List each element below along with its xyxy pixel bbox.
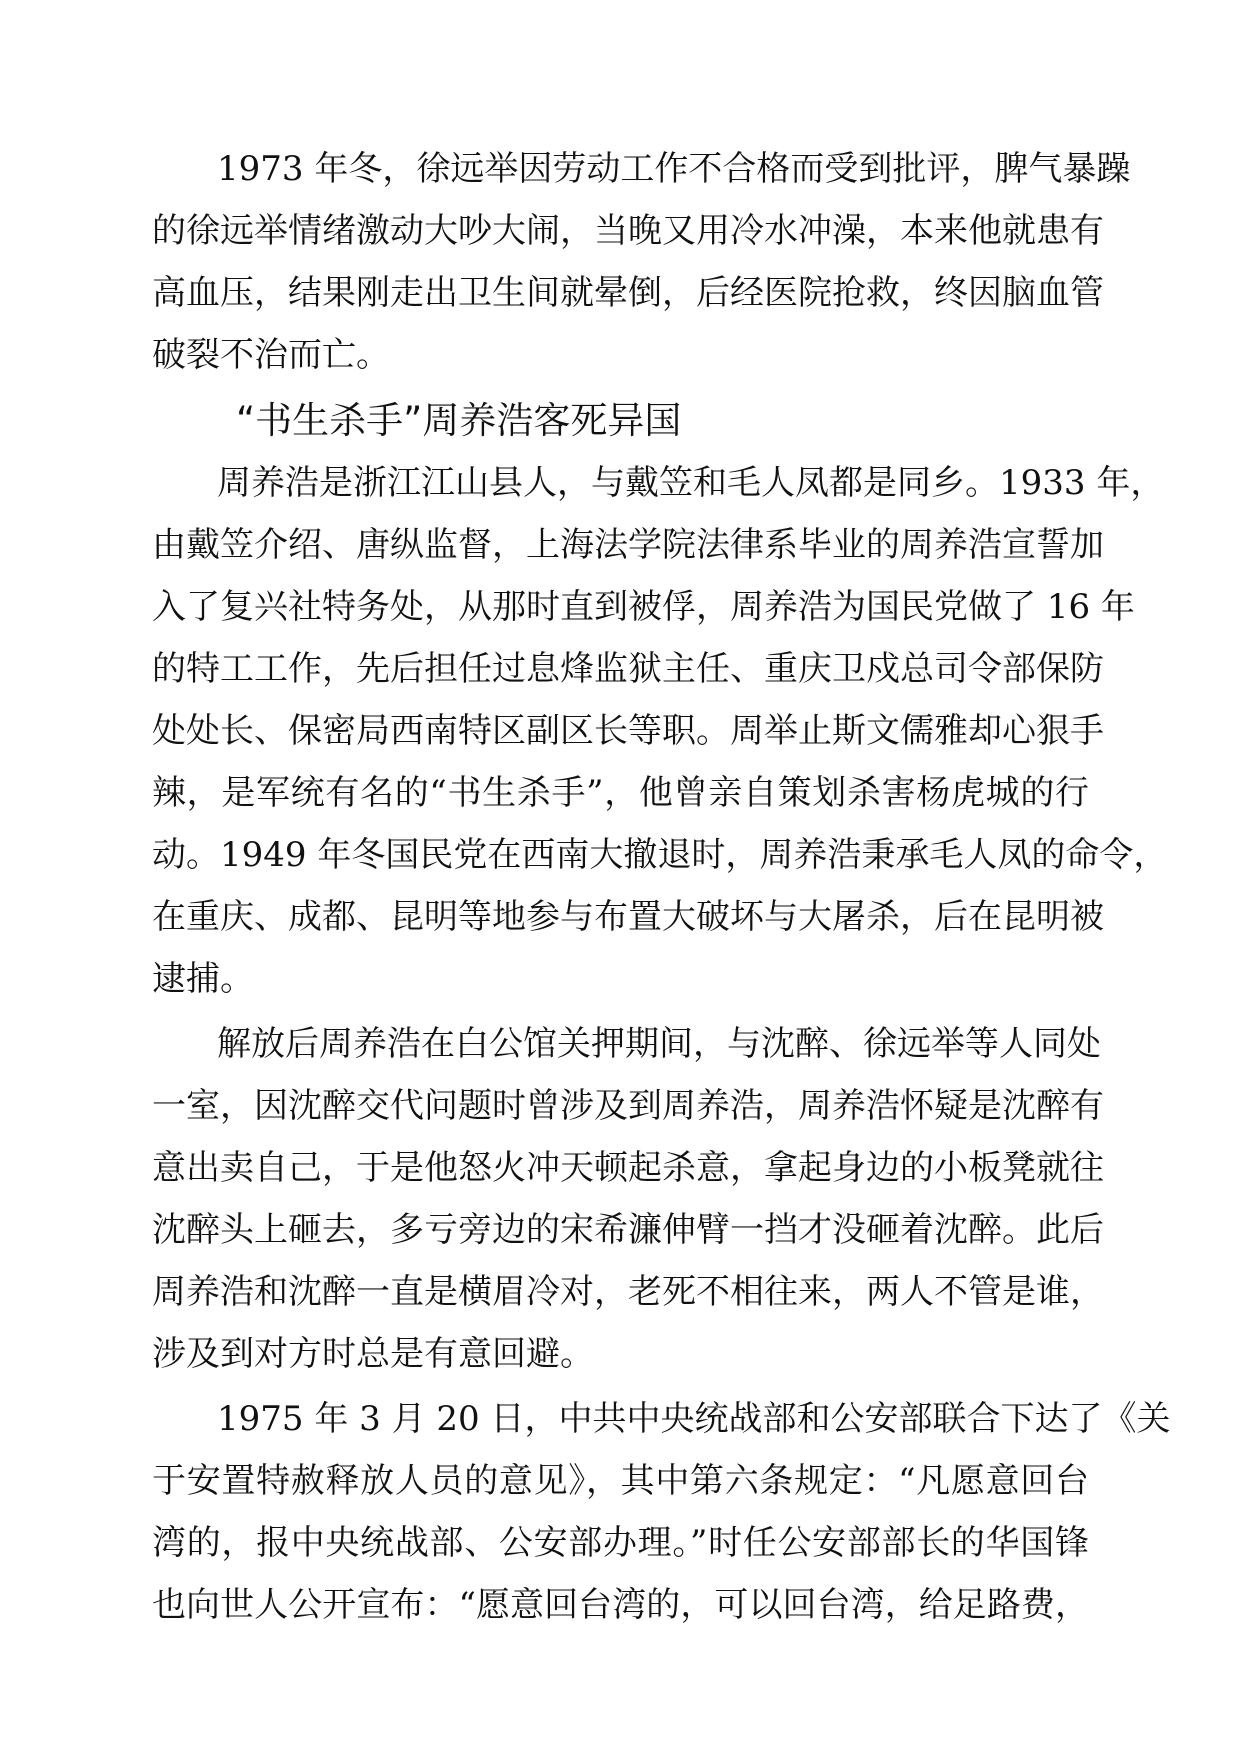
paragraph-2-line-5: 处处长、保密局西南特区副区长等职。周举止斯文儒雅却心狠手	[152, 711, 1104, 751]
paragraph-2-line-2: 由戴笠介绍、唐纵监督，上海法学院法律系毕业的周养浩宣誓加	[152, 525, 1104, 565]
paragraph-4-line-3: 湾的，报中央统战部、公安部办理。”时任公安部部长的华国锋	[152, 1523, 1089, 1563]
paragraph-1-line-4: 破裂不治而亡。	[152, 335, 390, 375]
paragraph-2-line-4: 的特工工作，先后担任过息烽监狱主任、重庆卫戍总司令部保防	[152, 649, 1104, 689]
paragraph-3-line-3: 意出卖自己，于是他怒火冲天顿起杀意，拿起身边的小板凳就往	[152, 1148, 1104, 1188]
paragraph-2-line-6: 辣，是军统有名的“书生杀手”，他曾亲自策划杀害杨虎城的行	[152, 773, 1089, 813]
paragraph-2-line-8: 在重庆、成都、昆明等地参与布置大破坏与大屠杀，后在昆明被	[152, 897, 1104, 937]
paragraph-3-line-2: 一室，因沈醉交代问题时曾涉及到周养浩，周养浩怀疑是沈醉有	[152, 1086, 1104, 1126]
paragraph-1-line-1: 1973 年冬，徐远举因劳动工作不合格而受到批评，脾气暴躁	[217, 149, 1131, 189]
section-heading: “书生杀手”周养浩客死异国	[236, 399, 682, 442]
paragraph-3-line-4: 沈醉头上砸去，多亏旁边的宋希濂伸臂一挡才没砸着沈醉。此后	[152, 1210, 1104, 1250]
paragraph-2-line-7: 动。1949 年冬国民党在西南大撤退时，周养浩秉承毛人凤的命令，	[152, 835, 1168, 875]
paragraph-3-line-6: 涉及到对方时总是有意回避。	[152, 1334, 594, 1374]
paragraph-4-line-4: 也向世人公开宣布：“愿意回台湾的，可以回台湾，给足路费，	[152, 1585, 1089, 1625]
paragraph-2-line-9: 逮捕。	[152, 959, 254, 999]
paragraph-1-line-2: 的徐远举情绪激动大吵大闹，当晚又用冷水冲澡，本来他就患有	[152, 211, 1104, 251]
paragraph-4-line-1: 1975 年 3 月 20 日，中共中央统战部和公安部联合下达了《关	[217, 1399, 1171, 1439]
paragraph-2-line-1: 周养浩是浙江江山县人，与戴笠和毛人凤都是同乡。1933 年，	[217, 463, 1165, 503]
paragraph-4-line-2: 于安置特赦释放人员的意见》，其中第六条规定：“凡愿意回台	[152, 1461, 1089, 1501]
paragraph-3-line-5: 周养浩和沈醉一直是横眉冷对，老死不相往来，两人不管是谁，	[152, 1272, 1104, 1312]
paragraph-3-line-1: 解放后周养浩在白公馆关押期间，与沈醉、徐远举等人同处	[217, 1024, 1101, 1064]
paragraph-1-line-3: 高血压，结果刚走出卫生间就晕倒，后经医院抢救，终因脑血管	[152, 273, 1104, 313]
paragraph-2-line-3: 入了复兴社特务处，从那时直到被俘，周养浩为国民党做了 16 年	[152, 587, 1135, 627]
